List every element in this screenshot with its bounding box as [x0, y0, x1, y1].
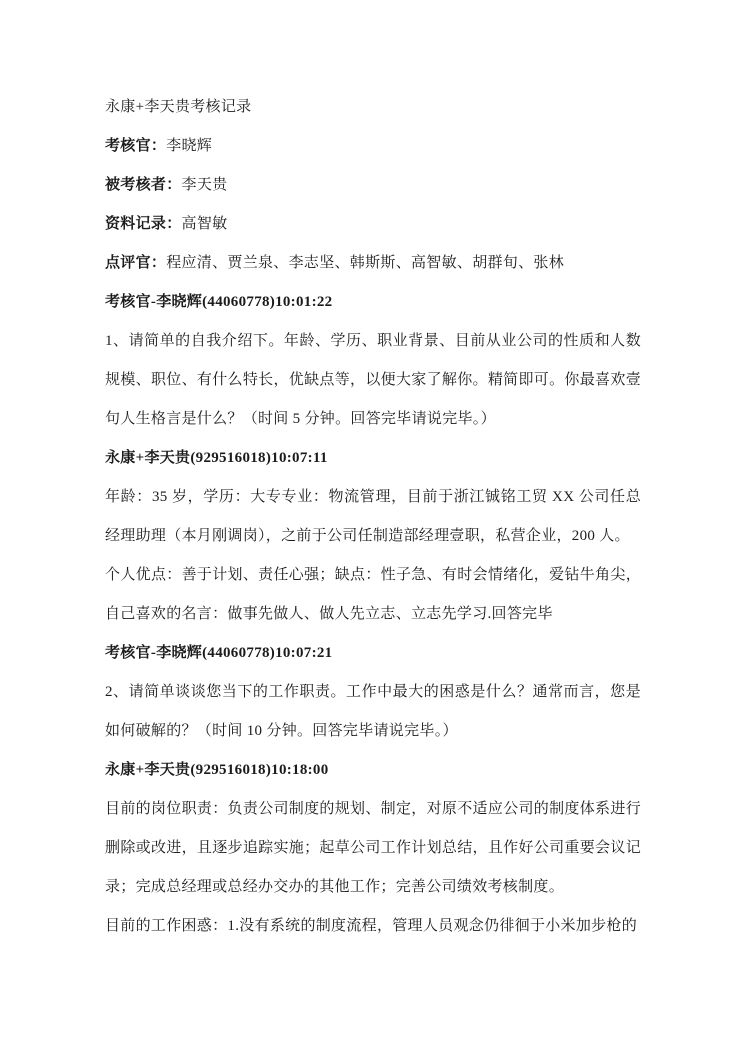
meta-row-recorder [105, 205, 641, 244]
meta-label: 资料记录： [105, 216, 182, 232]
entry-paragraph: 年龄：35 岁，学历：大专专业：物流管理，目前于浙江铖铭工贸 XX 公司任总经理助理（本月刚调岗），之前于公司任制造部经理壹职，私营企业，200 人。 [105, 489, 641, 544]
document-content [105, 88, 641, 946]
meta-label: 考核官： [105, 138, 167, 154]
entry-block [105, 751, 641, 946]
entry-block [105, 634, 641, 751]
meta-label: 点评官： [105, 255, 167, 271]
entry-header: 考核官-李晓辉(44060778)10:07:21 [105, 645, 333, 661]
entry-block [105, 283, 641, 439]
meta-value: 程应清、贾兰泉、李志坚、韩斯斯、高智敏、胡群旬、张林 [166, 255, 565, 271]
entry-header: 考核官-李晓辉(44060778)10:01:22 [105, 294, 333, 310]
document-title: 永康+李天贵考核记录 [105, 99, 252, 115]
meta-row-reviewers [105, 244, 641, 283]
entry-header: 永康+李天贵(929516018)10:07:11 [105, 450, 328, 466]
meta-label: 被考核者： [105, 177, 182, 193]
meta-value: 李天贵 [181, 177, 228, 193]
meta-row-examiner [105, 127, 641, 166]
entry-block [105, 439, 641, 634]
entry-header: 永康+李天贵(929516018)10:18:00 [105, 762, 329, 778]
meta-value: 高智敏 [181, 216, 228, 232]
meta-row-examinee [105, 166, 641, 205]
entry-paragraph: 目前的岗位职责：负责公司制度的规划、制定，对原不适应公司的制度体系进行删除或改进，且逐步追踪实施；起草公司工作计划总结，且作好公司重要会议记录；完成总经理或总经办交办的其他工作；完善公司绩效考核制度。 [105, 801, 641, 895]
entry-paragraph: 个人优点：善于计划、责任心强；缺点：性子急、有时会情绪化，爱钻牛角尖，自己喜欢的名言：做事先做人、做人先立志、立志先学习.回答完毕 [105, 567, 641, 622]
entry-paragraph: 2、请简单谈谈您当下的工作职责。工作中最大的困惑是什么？通常而言，您是如何破解的？（时间 10 分钟。回答完毕请说完毕。） [105, 684, 641, 739]
entry-paragraph: 目前的工作困惑：1.没有系统的制度流程，管理人员观念仍徘徊于小米加步枪的 [105, 918, 638, 934]
entry-paragraph: 1、请简单的自我介绍下。年龄、学历、职业背景、目前从业公司的性质和人数规模、职位、有什么特长，优缺点等，以便大家了解你。精简即可。你最喜欢壹句人生格言是什么？（时间 5 分钟。回答完毕请说完毕。） [105, 333, 641, 427]
meta-value: 李晓辉 [166, 138, 213, 154]
